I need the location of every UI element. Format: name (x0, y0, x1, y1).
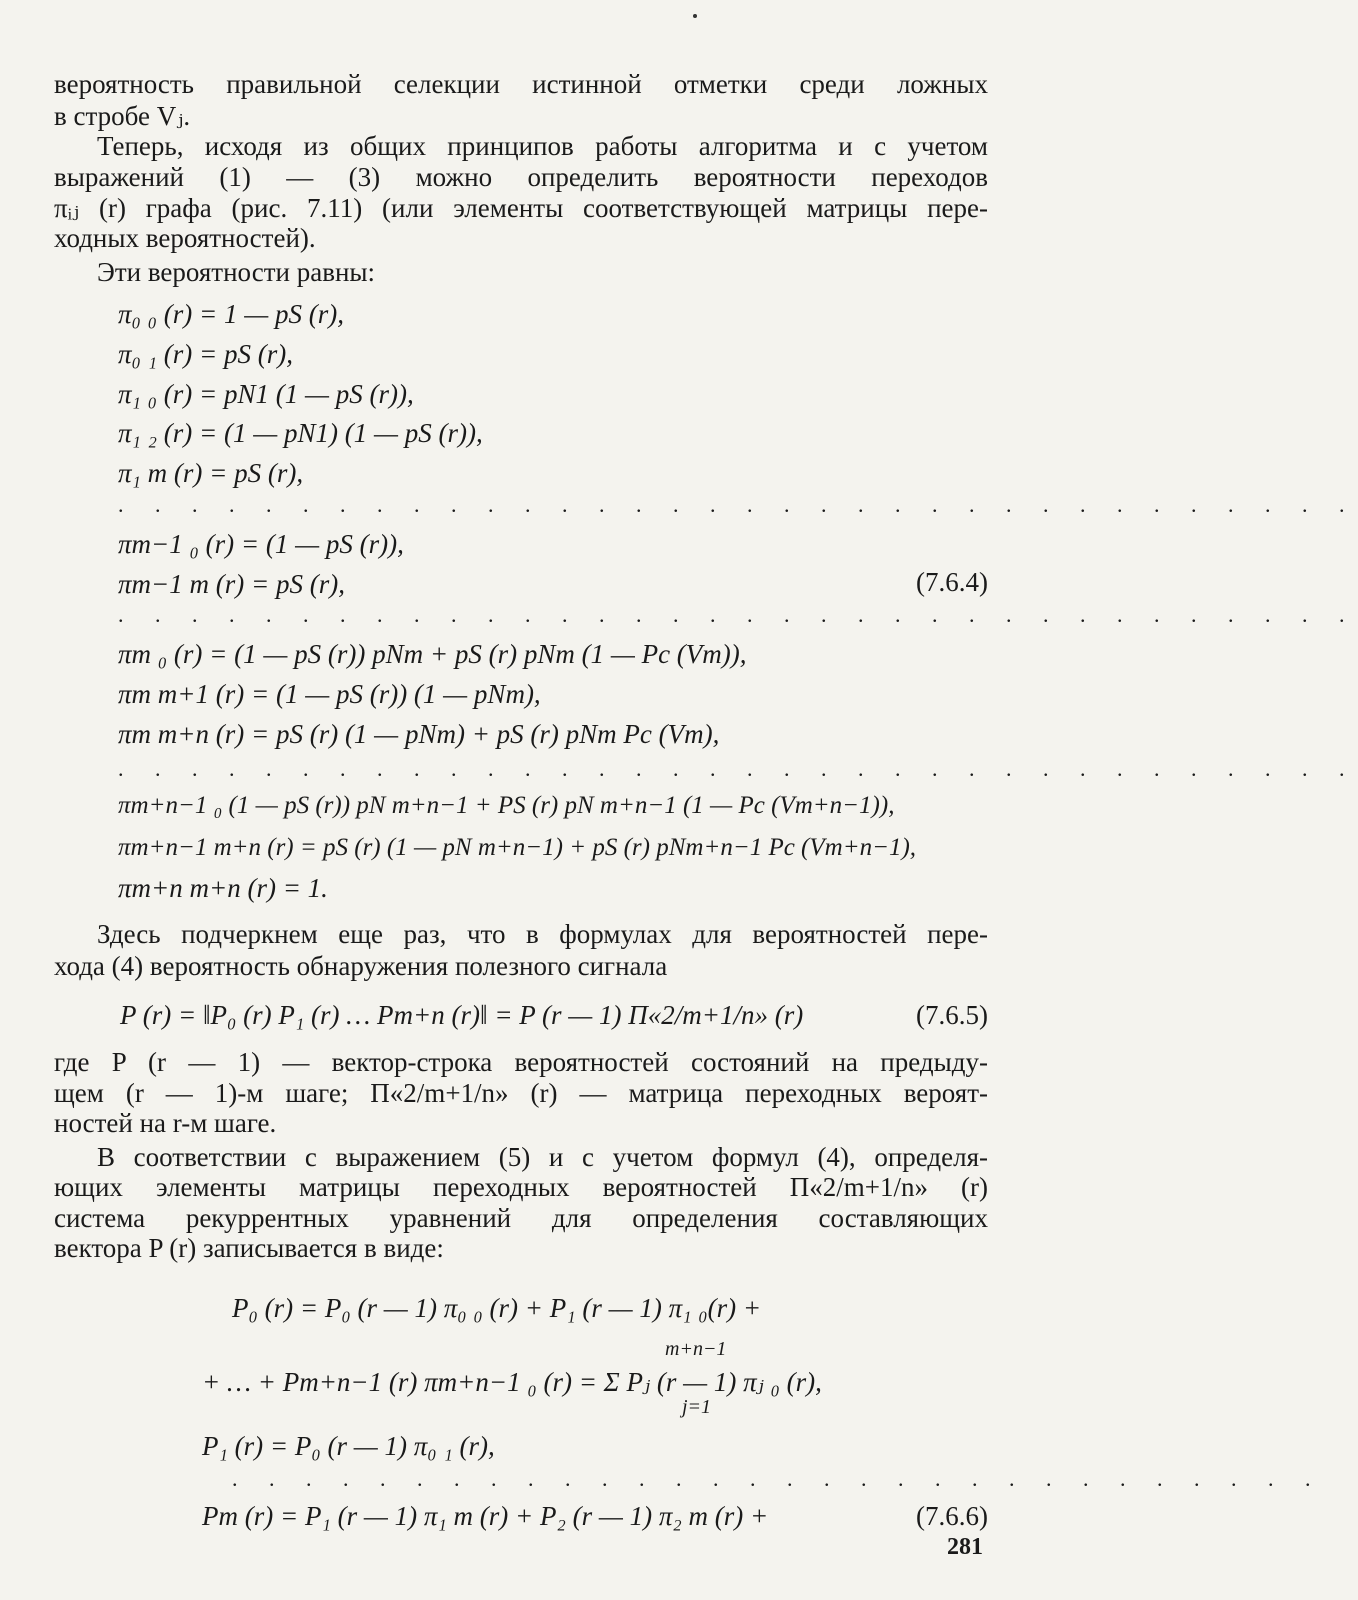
equation: πm ₀ (r) = (1 — pS (r)) pNm + pS (r) pNm (1 — Pc (Vm)), (118, 639, 747, 669)
text-line: система рекуррентных уравнений для определения составляющих (54, 1203, 988, 1233)
sum-lower-limit: j=1 (682, 1396, 712, 1418)
text-line: в стробе Vⱼ. (54, 101, 191, 131)
equation: πm+n m+n (r) = 1. (118, 873, 328, 903)
equation: π₁ ₂ (r) = (1 — pN1) (1 — pS (r)), (118, 418, 483, 448)
ellipsis-row: . . . . . . . . . . . . . . . . . . . . . . . . . . . . . . (232, 1466, 1324, 1491)
equation: π₀ ₀ (r) = 1 — pS (r), (118, 299, 345, 329)
equation-number: (7.6.4) (916, 567, 988, 597)
equation: πm−1 m (r) = pS (r), (118, 569, 345, 599)
text-line: В соответствии с выражением (5) и с учетом формул (4), определя- (97, 1142, 988, 1172)
equation: + … + Pm+n−1 (r) πm+n−1 ₀ (r) = Σ Pⱼ (r — 1) πⱼ ₀ (r), (202, 1367, 822, 1397)
text-line: где P (r — 1) — вектор-строка вероятностей состояний на предыду- (54, 1047, 988, 1077)
equation: P (r) = ‖P₀ (r) P₁ (r) … Pm+n (r)‖ = P (r — 1) Π«2/m+1/n» (r) (120, 1000, 804, 1030)
equation: P₀ (r) = P₀ (r — 1) π₀ ₀ (r) + P₁ (r — 1) π₁ ₀(r) + (232, 1293, 762, 1323)
text-line: хода (4) вероятность обнаружения полезного сигнала (54, 951, 668, 981)
equation: P₁ (r) = P₀ (r — 1) π₀ ₁ (r), (202, 1431, 495, 1461)
ellipsis-row: . . . . . . . . . . . . . . . . . . . . . . . . . . . . . . . . . . (118, 756, 1358, 781)
sum-upper-limit: m+n−1 (665, 1338, 727, 1360)
page-number: 281 (947, 1534, 983, 1560)
ellipsis-row: . . . . . . . . . . . . . . . . . . . . . . . . . . . . . . . . . . (118, 492, 1358, 517)
text-line: выражений (1) — (3) можно определить вероятности переходов (54, 162, 988, 192)
equation: π₁ m (r) = pS (r), (118, 458, 304, 488)
equation: πm m+1 (r) = (1 — pS (r)) (1 — pNm), (118, 679, 541, 709)
equation: π₀ ₁ (r) = pS (r), (118, 339, 293, 369)
equation-number: (7.6.6) (916, 1501, 988, 1531)
equation: πm m+n (r) = pS (r) (1 — pNm) + pS (r) pNm Pc (Vm), (118, 719, 720, 749)
text-line: Здесь подчеркнем еще раз, что в формулах для вероятностей пере- (97, 919, 988, 949)
text-line: πᵢⱼ (r) графа (рис. 7.11) (или элементы соответствующей матрицы пере- (54, 193, 988, 223)
equation: π₁ ₀ (r) = pN1 (1 — pS (r)), (118, 379, 414, 409)
text-line: Теперь, исходя из общих принципов работы алгоритма и с учетом (97, 131, 988, 161)
text-line: ющих элементы матрицы переходных вероятностей Π«2/m+1/n» (r) (54, 1172, 988, 1202)
intro-line: Эти вероятности равны: (97, 257, 376, 287)
equation: πm+n−1 ₀ (1 — pS (r)) pN m+n−1 + PS (r) pN m+n−1 (1 — Pc (Vm+n−1)), (118, 792, 895, 819)
stray-dot (693, 14, 697, 18)
ellipsis-row: . . . . . . . . . . . . . . . . . . . . . . . . . . . . . . . . . . (118, 602, 1358, 627)
equation: Pm (r) = P₁ (r — 1) π₁ m (r) + P₂ (r — 1) π₂ m (r) + (202, 1501, 769, 1531)
text-line: вектора P (r) записывается в виде: (54, 1233, 444, 1263)
text-line: ностей на r-м шаге. (54, 1108, 277, 1138)
text-line: вероятность правильной селекции истинной отметки среди ложных (54, 69, 988, 99)
text-line: щем (r — 1)-м шаге; Π«2/m+1/n» (r) — матрица переходных вероят- (54, 1078, 988, 1108)
equation: πm−1 ₀ (r) = (1 — pS (r)), (118, 529, 404, 559)
equation: πm+n−1 m+n (r) = pS (r) (1 — pN m+n−1) + pS (r) pNm+n−1 Pc (Vm+n−1), (118, 834, 917, 861)
text-line: ходных вероятностей). (54, 223, 316, 253)
equation-number: (7.6.5) (916, 1000, 988, 1030)
